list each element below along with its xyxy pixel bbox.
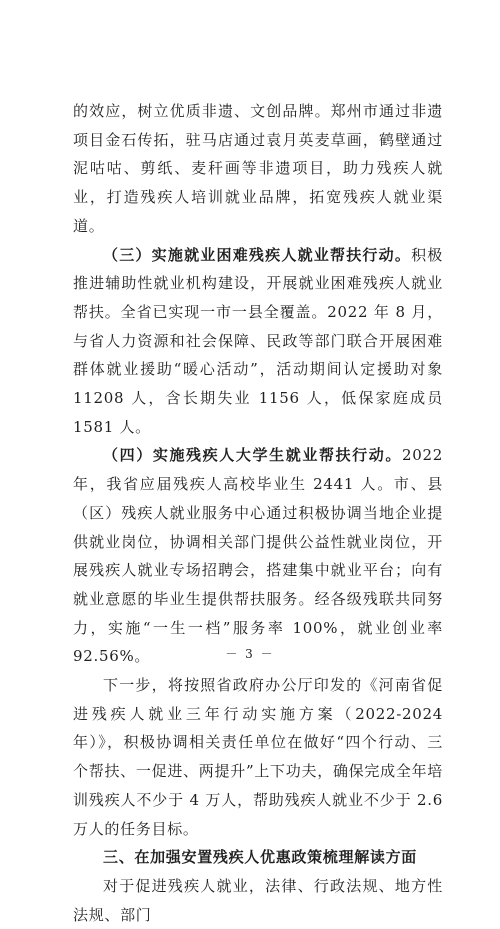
paragraph-body-three: 积极推进辅助性就业机构建设，开展就业困难残疾人就业帮扶。全省已实现一市一县全覆盖。2022 年 8 月，与省人力资源和社会保障、民政等部门联合开展困难群体就业援助“暖心活动”，活动期间认定援助对象 11208 人，含长期失业 1156 人，低保家庭成员 1581 人。 [73,245,443,436]
section-lead-three: （三）实施就业困难残疾人就业帮扶行动。 [103,245,412,264]
paragraph-graduate-employment [73,441,443,671]
paragraph-next-steps: 下一步，将按照省政府办公厅印发的《河南省促进残疾人就业三年行动实施方案（2022-2024 年）》，积极协调相关责任单位在做好“四个行动、三个帮扶、一促进、两提升”上下功夫，确保完成全年培训残疾人不少于 4 万人，帮助残疾人就业不少于 2.6 万人的任务目标。 [73,676,443,838]
paragraph-difficulty-employment [73,241,443,442]
page-number: － 3 － [225,647,275,661]
paragraph-intangible-heritage: 的效应，树立优质非遗、文创品牌。郑州市通过非遗项目金石传拓，驻马店通过袁月英麦草画，鹤壁通过泥咕咕、剪纸、麦秆画等非遗项目，助力残疾人就业，打造残疾人培训就业品牌，拓宽残疾人就业渠道。 [73,102,443,235]
paragraph-body-four: 2022 年，我省应届残疾人高校毕业生 2441 人。市、县（区）残疾人就业服务中心通过积极协调当地企业提供就业岗位，协调相关部门提供公益性就业岗位，开展残疾人就业专场招聘会，搭建集中就业平台；向有就业意愿的毕业生提供帮扶服务。经各级残联共同努力，实施“一生一档”服务率 100%，就业创业率 92.56%。 [73,446,443,666]
section-lead-four: （四）实施残疾人大学生就业帮扶行动。 [103,446,403,465]
section-heading-three: 三、在加强安置残疾人优惠政策梳理解读方面 [103,848,418,867]
paragraph-policy-intro: 对于促进残疾人就业，法律、行政法规、地方性法规、部门 [73,876,443,924]
